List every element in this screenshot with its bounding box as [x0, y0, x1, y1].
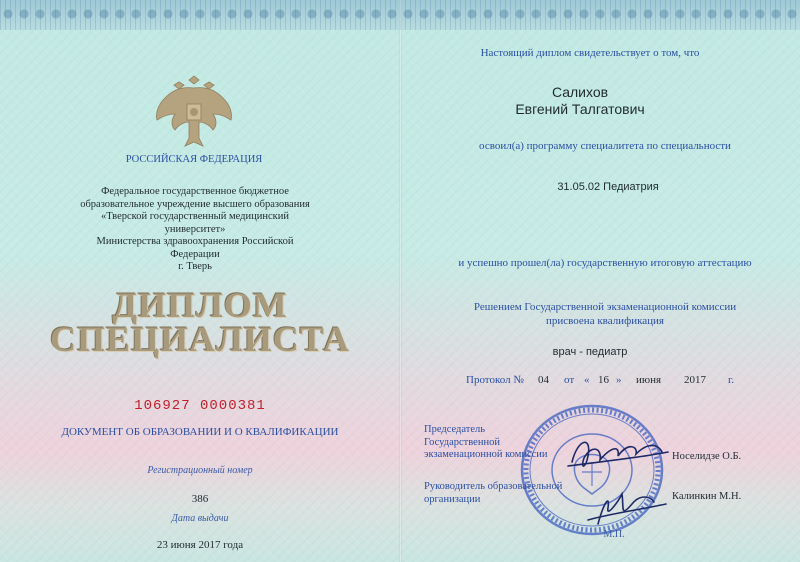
- document-type: ДОКУМЕНТ ОБ ОБРАЗОВАНИИ И О КВАЛИФИКАЦИИ: [61, 426, 339, 438]
- issue-date-label: Дата выдачи: [171, 513, 229, 524]
- seal-place-mark: М.П.: [603, 529, 625, 540]
- graduate-surname: Салихов: [551, 84, 609, 100]
- protocol-quote-open: «: [584, 374, 590, 386]
- graduate-given-names: Евгений Талгатович: [515, 101, 645, 117]
- diploma-serial-number: 106927 0000381: [134, 398, 266, 414]
- protocol-quote-close: »: [616, 374, 622, 386]
- qualification: врач - педиатр: [552, 346, 628, 358]
- org-line: г. Тверь: [178, 261, 212, 272]
- protocol-day: 16: [598, 374, 609, 386]
- registration-label: Регистрационный номер: [147, 465, 253, 476]
- diploma-title-line2: СПЕЦИАЛИСТА: [49, 319, 351, 359]
- specialty: 31.05.02 Педиатрия: [557, 181, 659, 193]
- coat-of-arms-emblem-icon: [149, 68, 239, 150]
- commission-chair-title: [424, 424, 594, 462]
- registration-number: 386: [191, 493, 209, 505]
- country-name: РОССИЙСКАЯ ФЕДЕРАЦИЯ: [125, 154, 263, 165]
- chair-title-line: Государственной: [424, 436, 500, 448]
- protocol-label: Протокол №: [466, 374, 524, 386]
- commission-statement-line2: присвоена квалификация: [546, 315, 664, 327]
- diploma-title-line1: ДИПЛОМ: [112, 285, 288, 325]
- center-fold: [399, 0, 402, 562]
- attestation-statement: и успешно прошел(ла) государственную итоговую аттестацию: [458, 257, 752, 269]
- issuing-organization: [80, 186, 310, 274]
- protocol-from: от: [564, 374, 575, 386]
- certification-intro: Настоящий диплом свидетельствует о том, что: [480, 47, 700, 59]
- head-title-line: Руководитель образовательной: [424, 481, 563, 492]
- org-line: «Тверской государственный медицинский университет»: [101, 211, 289, 235]
- head-title-line: организации: [424, 493, 481, 505]
- chair-title-line: экзаменационной комиссии: [424, 449, 548, 460]
- organization-head-title: [424, 481, 594, 506]
- commission-statement-line1: Решением Государственной экзаменационной комиссии: [473, 301, 737, 313]
- org-line: образовательное учреждение высшего образования: [80, 198, 310, 210]
- protocol-number: 04: [538, 374, 549, 386]
- chair-title-line: Председатель: [424, 424, 486, 435]
- commission-chair-name: Носелидзе О.Б.: [672, 451, 742, 462]
- protocol-year-suffix: г.: [728, 374, 735, 386]
- org-line: Министерства здравоохранения Российской Федерации: [96, 236, 294, 260]
- org-line: Федеральное государственное бюджетное: [101, 186, 289, 197]
- issue-date-value: 23 июня 2017 года: [156, 539, 244, 551]
- organization-head-name: Калинкин М.Н.: [672, 491, 742, 502]
- protocol-month: июня: [636, 374, 662, 386]
- protocol-year: 2017: [684, 374, 706, 386]
- program-statement: освоил(а) программу специалитета по специальности: [479, 140, 731, 152]
